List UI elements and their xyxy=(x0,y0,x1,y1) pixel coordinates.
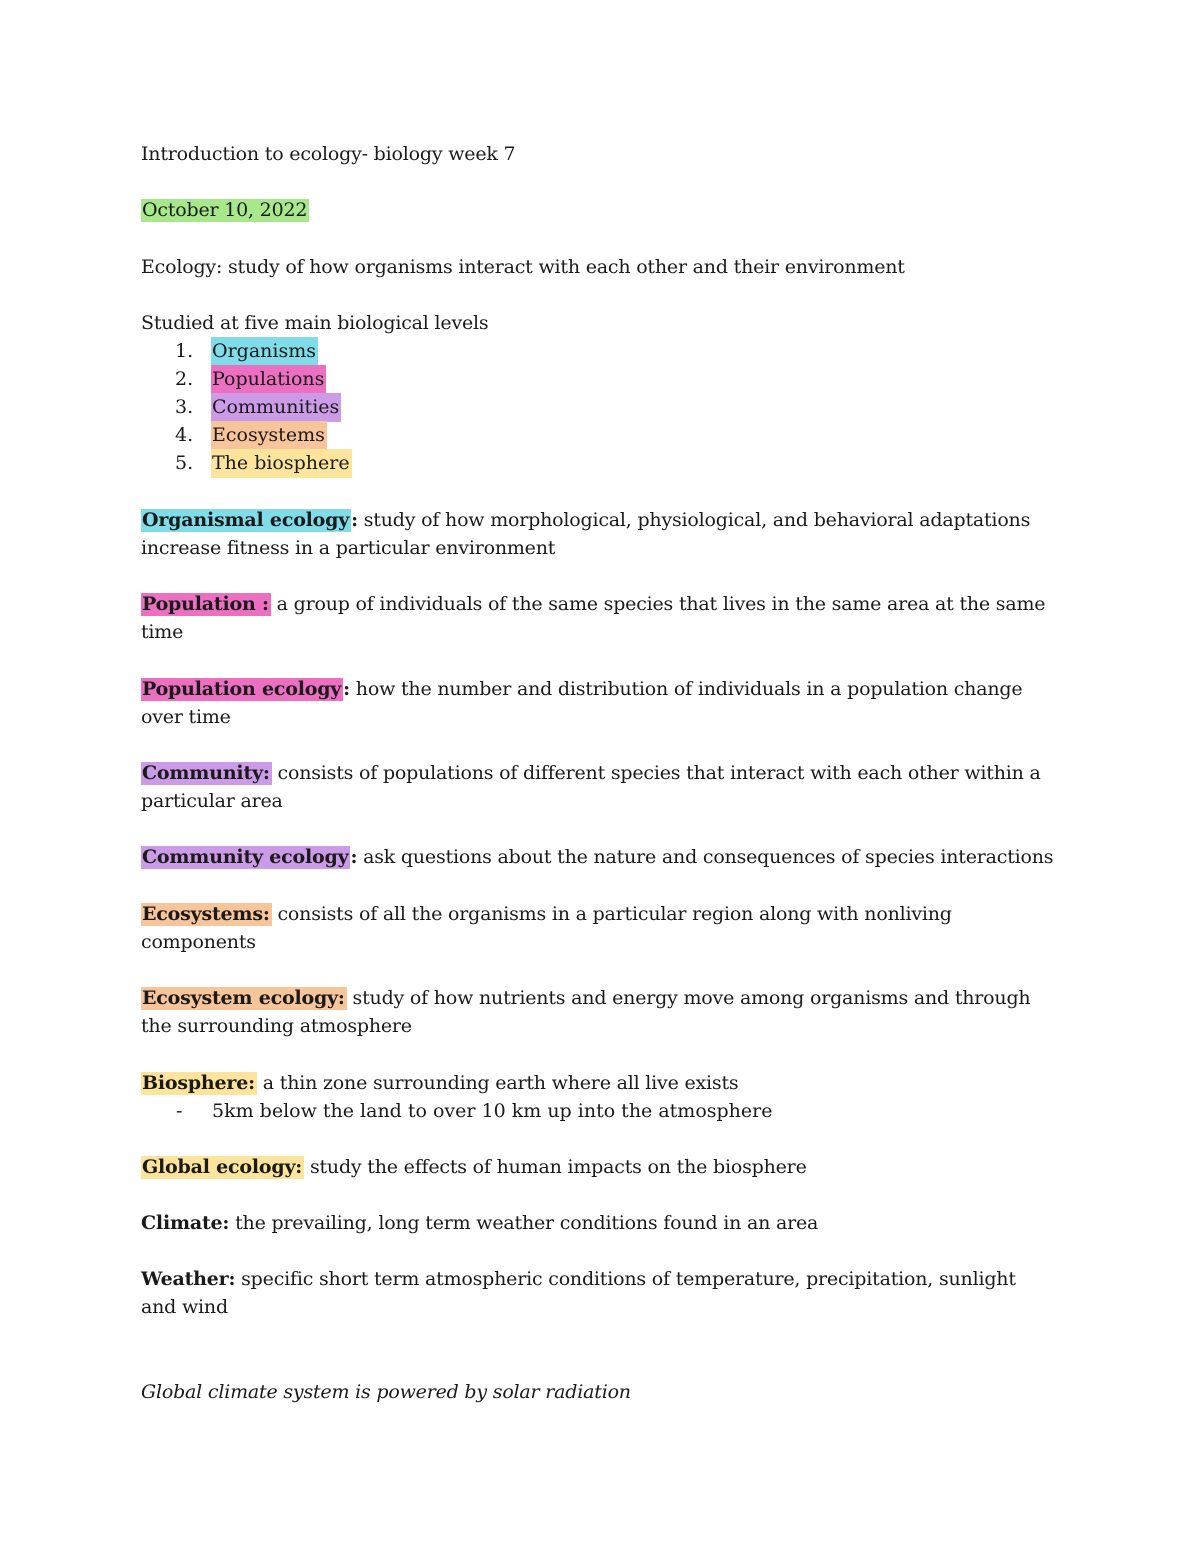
bullet-text: 5km below the land to over 10 km up into the atmosphere xyxy=(212,1100,773,1122)
definition-global-ecology xyxy=(141,1153,807,1181)
term-label: Weather: xyxy=(141,1268,236,1290)
levels-list xyxy=(175,337,352,477)
definition-text: a group of individuals of the same species that lives in the same area at the same xyxy=(270,593,1046,615)
ecology-definition: Ecology: study of how organisms interact with each other and their environment xyxy=(141,256,905,278)
definition-population-ecology xyxy=(141,675,1022,703)
list-item xyxy=(175,421,352,449)
term-highlight: Biosphere: xyxy=(142,1072,255,1094)
dash-bullet: - xyxy=(176,1100,183,1122)
definition-text: a thin zone surrounding earth where all live exists xyxy=(256,1072,739,1094)
level-label: Populations xyxy=(211,365,326,394)
definition-text: consists of populations of different species that interact with each other within a xyxy=(271,762,1041,784)
term-separator: : xyxy=(350,846,358,868)
page-title: Introduction to ecology- biology week 7 xyxy=(141,143,516,165)
definition-continuation: time xyxy=(141,621,184,643)
term-separator: : xyxy=(351,509,358,531)
biosphere-bullet xyxy=(176,1097,772,1125)
term-highlight: Organismal ecology xyxy=(142,509,350,531)
definition-text: study of how nutrients and energy move among organisms and through xyxy=(346,987,1031,1009)
term-highlight: Community ecology xyxy=(142,846,349,868)
definition-biosphere xyxy=(141,1069,738,1097)
definition-ecosystem-ecology xyxy=(141,984,1030,1012)
definition-text: study the effects of human impacts on the biosphere xyxy=(304,1156,807,1178)
term-highlight: Community: xyxy=(142,762,270,784)
definition-population xyxy=(141,590,1045,618)
term-highlight: Global ecology: xyxy=(142,1156,303,1178)
definition-text: consists of all the organisms in a particular region along with nonliving xyxy=(271,903,952,925)
level-label: Ecosystems xyxy=(211,421,327,450)
term-highlight: Population ecology xyxy=(142,678,342,700)
definition-continuation: particular area xyxy=(141,790,283,812)
definition-text: ask questions about the nature and consequences of species interactions xyxy=(357,846,1054,868)
definition-ecosystems xyxy=(141,900,952,928)
closing-statement: Global climate system is powered by solar radiation xyxy=(141,1381,631,1403)
list-item xyxy=(175,365,352,393)
list-item xyxy=(175,337,352,365)
level-label: The biosphere xyxy=(211,449,352,478)
date-line xyxy=(141,196,309,224)
term-highlight: Ecosystems: xyxy=(142,903,270,925)
definition-continuation: increase fitness in a particular environment xyxy=(141,537,556,559)
level-label: Communities xyxy=(211,393,341,422)
definition-text: how the number and distribution of individuals in a population change xyxy=(349,678,1023,700)
definition-organismal-ecology xyxy=(141,506,1030,534)
term-separator: : xyxy=(343,678,350,700)
list-number: 1. xyxy=(175,340,194,362)
list-number: 5. xyxy=(175,452,194,474)
list-number: 3. xyxy=(175,396,194,418)
list-item xyxy=(175,393,352,421)
date-highlight: October 10, 2022 xyxy=(142,199,308,221)
term-highlight: Population : xyxy=(142,593,269,615)
definition-continuation: and wind xyxy=(141,1296,228,1318)
definition-community xyxy=(141,759,1041,787)
definition-continuation: over time xyxy=(141,706,231,728)
definition-weather xyxy=(141,1265,1016,1293)
definition-community-ecology xyxy=(141,843,1053,871)
definition-continuation: components xyxy=(141,931,256,953)
definition-text: the prevailing, long term weather conditions found in an area xyxy=(229,1212,819,1234)
term-label: Climate: xyxy=(141,1212,230,1234)
definition-text: study of how morphological, physiological, and behavioral adaptations xyxy=(357,509,1031,531)
list-number: 4. xyxy=(175,424,194,446)
levels-intro: Studied at five main biological levels xyxy=(141,312,489,334)
definition-continuation: the surrounding atmosphere xyxy=(141,1015,412,1037)
term-highlight: Ecosystem ecology: xyxy=(142,987,345,1009)
list-number: 2. xyxy=(175,368,194,390)
level-label: Organisms xyxy=(211,337,318,366)
definition-climate xyxy=(141,1209,818,1237)
list-item xyxy=(175,449,352,477)
definition-text: specific short term atmospheric conditions of temperature, precipitation, sunlight xyxy=(235,1268,1016,1290)
